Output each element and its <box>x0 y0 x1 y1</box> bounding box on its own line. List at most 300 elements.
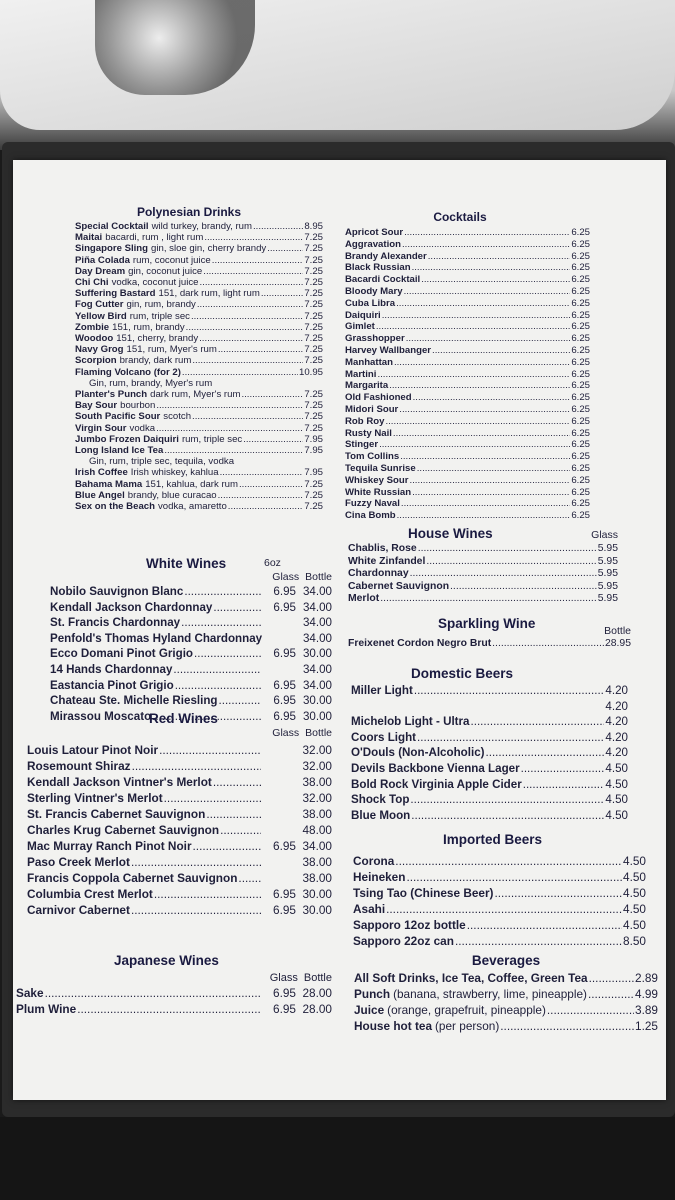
menu-item <box>75 221 323 232</box>
item-description: brandy, blue curacao <box>127 489 217 501</box>
menu-item <box>345 310 590 322</box>
bottle-price: 30.00 <box>302 709 332 723</box>
white-wines-glass-label: Glass <box>272 571 300 583</box>
leader-dots <box>428 251 571 263</box>
imported-list <box>353 853 646 949</box>
menu-item <box>27 822 332 838</box>
item-price: 4.50 <box>605 761 628 775</box>
item-description: vodka <box>129 422 156 434</box>
item-description: (per person) <box>435 1019 500 1033</box>
item-name: Stinger <box>345 439 379 451</box>
menu-item <box>75 423 323 434</box>
leader-dots <box>132 758 261 774</box>
item-price: 4.50 <box>605 793 628 807</box>
menu-item <box>345 274 590 286</box>
item-description: Irish whiskey, kahlua <box>130 467 219 479</box>
menu-item <box>75 445 323 456</box>
leader-dots <box>401 498 570 510</box>
item-price: 10.95 <box>298 366 323 378</box>
menu-item <box>348 593 618 606</box>
leader-dots <box>412 487 570 499</box>
leader-dots <box>253 221 303 232</box>
menu-item <box>345 380 590 392</box>
item-price: 6.25 <box>571 344 590 356</box>
bottle-price: 34.00 <box>302 616 332 630</box>
japanese-wines-list <box>16 985 332 1017</box>
glass-price: 6.95 <box>273 694 296 708</box>
glass-price: 6.95 <box>273 678 296 692</box>
item-name: Shock Top <box>351 793 410 807</box>
leader-dots <box>45 985 261 1001</box>
leader-dots <box>219 693 261 709</box>
item-name: Kendall Jackson Vintner's Merlot <box>27 775 212 789</box>
imported-section <box>353 832 646 949</box>
menu-item <box>353 869 646 885</box>
red-wines-section <box>27 711 332 918</box>
item-name: Maitai <box>75 232 103 244</box>
menu-item <box>27 806 332 822</box>
item-description: 151, rum, brandy <box>112 321 185 333</box>
item-name: Manhattan <box>345 356 393 368</box>
item-name: Louis Latour Pinot Noir <box>27 743 159 757</box>
item-name: Chardonnay <box>348 568 409 580</box>
item-name: Asahi <box>353 902 386 916</box>
leader-dots <box>191 311 303 322</box>
leader-dots <box>396 298 570 310</box>
bottle-price: 30.00 <box>302 903 332 917</box>
bottle-price: 30.00 <box>302 887 332 901</box>
menu-item <box>50 693 332 709</box>
menu-item <box>345 286 590 298</box>
bottle-price: 34.00 <box>302 662 332 676</box>
leader-dots <box>212 255 304 266</box>
item-name: Black Russian <box>345 262 411 274</box>
white-wines-title: White Wines <box>146 556 227 571</box>
item-price: 5.95 <box>597 580 618 592</box>
leader-dots <box>495 885 623 901</box>
leader-dots <box>194 646 261 662</box>
leader-dots <box>159 742 261 758</box>
item-price: 6.25 <box>571 415 590 427</box>
leader-dots <box>547 1002 634 1018</box>
item-name: Nobilo Sauvignon Blanc <box>50 585 184 598</box>
leader-dots <box>175 678 261 694</box>
item-name: St. Francis Cabernet Sauvignon <box>27 807 206 821</box>
item-price: 7.25 <box>304 344 323 356</box>
item-price: 6.25 <box>571 403 590 415</box>
item-price: 7.25 <box>304 355 323 367</box>
menu-item <box>354 1018 658 1034</box>
item-price: 6.25 <box>571 486 590 498</box>
menu-item <box>345 404 590 416</box>
item-name: Blue Moon <box>351 808 411 822</box>
menu-item <box>27 838 332 854</box>
menu-item <box>75 299 323 310</box>
leader-dots <box>404 286 571 298</box>
item-price: 3.89 <box>635 1003 658 1017</box>
menu-item <box>75 333 323 344</box>
leader-dots <box>192 411 303 422</box>
beverages-list <box>354 970 658 1034</box>
bottle-price: 34.00 <box>302 678 332 692</box>
item-name: Martini <box>345 368 377 380</box>
polynesian-title: Polynesian Drinks <box>136 205 242 219</box>
bottle-price: 32.00 <box>302 759 332 773</box>
item-name: Piña Colada <box>75 254 130 266</box>
item-price: 7.25 <box>304 411 323 423</box>
item-name: Coors Light <box>351 730 417 744</box>
menu-item <box>75 255 323 266</box>
item-name: Bahama Mama <box>75 478 143 490</box>
red-wines-list <box>27 742 332 918</box>
item-price: 7.25 <box>304 288 323 300</box>
bottle-price: 28.00 <box>302 1002 332 1016</box>
item-name: Penfold's Thomas Hyland Chardonnay <box>50 631 263 645</box>
menu-item <box>75 288 323 299</box>
bottle-price: 38.00 <box>302 807 332 821</box>
white-wines-size-label: 6oz <box>264 557 281 569</box>
item-name: Plum Wine <box>16 1002 77 1016</box>
leader-dots <box>182 367 298 378</box>
item-name: Gimlet <box>345 321 375 333</box>
item-price: 7.25 <box>304 299 323 311</box>
item-name: Miller Light <box>351 684 413 697</box>
leader-dots <box>184 584 261 600</box>
leader-dots <box>213 600 261 616</box>
item-name: Bloody Mary <box>345 285 403 297</box>
leader-dots <box>432 345 570 357</box>
item-name: Navy Grog <box>75 344 124 356</box>
item-price: 6.25 <box>571 380 590 392</box>
menu-item <box>345 357 590 369</box>
item-name: Francis Coppola Cabernet Sauvignon <box>27 871 238 885</box>
menu-item <box>75 400 323 411</box>
item-name: Cabernet Sauvignon <box>348 580 450 592</box>
item-price: 5.95 <box>597 555 618 567</box>
leader-dots <box>206 806 261 822</box>
polynesian-list <box>75 221 323 512</box>
item-price: 6.25 <box>571 227 590 238</box>
leader-dots <box>267 243 303 254</box>
menu-item <box>75 266 323 277</box>
menu-item <box>345 298 590 310</box>
glass-price: 6.95 <box>273 600 296 614</box>
item-name: Scorpion <box>75 355 117 367</box>
item-price: 28.95 <box>604 638 631 649</box>
item-price: 7.95 <box>304 467 323 479</box>
item-description: 151, dark rum, light rum <box>158 288 260 300</box>
leader-dots <box>410 568 597 581</box>
item-name: Sapporo 12oz bottle <box>353 918 466 932</box>
item-name: Special Cocktail <box>75 221 149 232</box>
polynesian-section <box>75 205 323 512</box>
menu-item <box>353 901 646 917</box>
item-price: 7.25 <box>304 277 323 289</box>
bottle-price: 34.00 <box>302 585 332 598</box>
bottle-price: 34.00 <box>302 600 332 614</box>
item-name: Devils Backbone Vienna Lager <box>351 761 520 775</box>
item-name: St. Francis Chardonnay <box>50 616 181 630</box>
leader-dots <box>382 310 571 322</box>
item-name: Ecco Domani Pinot Grigio <box>50 647 194 661</box>
menu-item <box>50 646 332 662</box>
leader-dots <box>406 869 622 885</box>
item-name: Rob Roy <box>345 415 385 427</box>
item-description: 151, rum, Myer's rum <box>126 344 217 356</box>
menu-item <box>75 367 323 378</box>
menu-item <box>345 487 590 499</box>
menu-item <box>27 854 332 870</box>
beverages-title: Beverages <box>471 953 541 968</box>
leader-dots <box>377 369 570 381</box>
house-wines-list <box>348 543 618 606</box>
domestic-section <box>351 666 628 823</box>
leader-dots <box>492 638 604 651</box>
item-name: White Russian <box>345 486 412 498</box>
item-price: 4.50 <box>605 808 628 822</box>
item-name: Fog Cutter <box>75 299 124 311</box>
menu-item <box>27 902 332 918</box>
item-name: Heineken <box>353 870 406 884</box>
leader-dots <box>589 970 634 986</box>
leader-dots <box>450 581 597 594</box>
leader-dots <box>192 355 303 366</box>
bottle-price: 34.00 <box>302 839 332 853</box>
item-name: Cuba Libra <box>345 297 396 309</box>
item-name: Chateau Ste. Michelle Riesling <box>50 694 218 708</box>
leader-dots <box>200 277 304 288</box>
menu-item <box>75 243 323 254</box>
menu-item <box>75 355 323 366</box>
leader-dots <box>409 475 570 487</box>
leader-dots <box>399 404 570 416</box>
item-name: Bay Sour <box>75 400 118 412</box>
leader-dots <box>410 792 604 808</box>
leader-dots <box>204 232 303 243</box>
menu-item <box>351 714 628 730</box>
menu-item <box>345 321 590 333</box>
glass-price: 6.95 <box>273 887 296 901</box>
bottle-price: 48.00 <box>302 823 332 837</box>
bottle-price: 34.00 <box>302 631 332 645</box>
menu-item <box>345 463 590 475</box>
bottle-price: 38.00 <box>302 871 332 885</box>
leader-dots <box>220 822 261 838</box>
item-price: 6.25 <box>571 274 590 286</box>
item-price: 7.25 <box>304 400 323 412</box>
menu-item <box>354 1002 658 1018</box>
sparkling-list <box>348 638 631 651</box>
menu-page <box>13 160 666 1100</box>
white-wines-list <box>50 584 332 724</box>
item-name: Suffering Bastard <box>75 288 156 300</box>
item-price: 7.25 <box>304 501 323 513</box>
item-name: Bacardi Cocktail <box>345 274 421 286</box>
imported-title: Imported Beers <box>443 832 543 847</box>
leader-dots <box>402 239 570 251</box>
menu-item <box>75 322 323 333</box>
item-price: 5.95 <box>597 593 618 605</box>
menu-item <box>16 1001 332 1017</box>
menu-item <box>348 543 618 556</box>
item-name: Daiquiri <box>345 309 381 321</box>
item-price: 7.25 <box>304 321 323 333</box>
item-price: 6.25 <box>571 262 590 274</box>
leader-dots <box>393 428 570 440</box>
menu-item <box>345 498 590 510</box>
menu-item <box>345 451 590 463</box>
menu-item <box>353 917 646 933</box>
leader-dots <box>426 556 596 569</box>
glass-price: 6.95 <box>273 903 296 917</box>
leader-dots <box>213 774 261 790</box>
item-description: wild turkey, brandy, rum <box>151 221 253 232</box>
item-name: White Zinfandel <box>348 555 426 567</box>
menu-item <box>348 581 618 594</box>
item-name: Blue Angel <box>75 489 125 501</box>
item-name: Jumbo Frozen Daiquiri <box>75 433 179 445</box>
menu-item <box>345 428 590 440</box>
item-price: 4.50 <box>623 854 646 868</box>
item-price: 6.25 <box>571 474 590 486</box>
item-description: bacardi, rum , light rum <box>105 232 204 244</box>
item-price: 7.25 <box>304 254 323 266</box>
item-description: (banana, strawberry, lime, pineapple) <box>393 987 587 1001</box>
menu-item <box>345 227 590 239</box>
leader-dots <box>471 714 605 730</box>
item-name: Juice <box>354 1003 385 1017</box>
leader-dots <box>228 501 304 512</box>
item-price: 6.25 <box>571 392 590 404</box>
menu-item <box>351 730 628 746</box>
item-description: rum, triple sec <box>129 310 190 322</box>
cocktails-list <box>345 227 590 522</box>
item-price: 4.20 <box>605 746 628 760</box>
item-price: 4.20 <box>605 730 628 744</box>
leader-dots <box>521 761 605 777</box>
glass-price: 6.95 <box>273 647 296 661</box>
item-name: Carnivor Cabernet <box>27 903 130 917</box>
menu-item <box>351 808 628 824</box>
leader-dots <box>164 790 261 806</box>
white-wines-section <box>50 556 332 724</box>
bottle-price: 30.00 <box>302 694 332 708</box>
item-price: 6.25 <box>571 498 590 510</box>
leader-dots <box>156 400 303 411</box>
item-name: Mac Murray Ranch Pinot Noir <box>27 839 192 853</box>
item-price: 6.25 <box>571 297 590 309</box>
item-name: Flaming Volcano (for 2) <box>75 366 181 378</box>
item-name: Bold Rock Virginia Apple Cider <box>351 777 522 791</box>
glass-price: 6.95 <box>273 1002 296 1016</box>
cocktails-section <box>345 210 590 522</box>
menu-item <box>354 986 658 1002</box>
item-price: 6.25 <box>571 285 590 297</box>
leader-dots <box>261 288 304 299</box>
menu-item <box>50 615 332 631</box>
leader-dots <box>376 321 570 333</box>
item-name: Corona <box>353 854 395 868</box>
item-price: 4.50 <box>623 902 646 916</box>
leader-dots <box>397 510 571 522</box>
menu-item <box>348 556 618 569</box>
item-price: 4.20 <box>605 684 628 697</box>
menu-item <box>50 678 332 694</box>
item-name: Tom Collins <box>345 451 400 463</box>
item-subdescription: Gin, rum, triple sec, tequila, vodka <box>89 456 235 468</box>
leader-dots <box>389 380 570 392</box>
glass-price: 6.95 <box>273 585 296 598</box>
item-price: 7.25 <box>304 422 323 434</box>
item-name: Fuzzy Naval <box>345 498 400 510</box>
item-name: Mirassou Moscato <box>50 709 152 723</box>
item-price: 6.25 <box>571 451 590 463</box>
bottle-price: 38.00 <box>302 855 332 869</box>
leader-dots <box>523 777 605 793</box>
leader-dots <box>238 870 261 886</box>
item-price: 7.95 <box>304 445 323 457</box>
menu-item <box>27 790 332 806</box>
item-name: Paso Creek Merlot <box>27 855 130 869</box>
item-description: gin, coconut juice <box>128 265 203 277</box>
bottle-price: 28.00 <box>302 986 332 1000</box>
item-name: House hot tea <box>354 1019 432 1033</box>
menu-item <box>27 742 332 758</box>
item-price: 7.95 <box>304 433 323 445</box>
bottle-price: 38.00 <box>302 775 332 789</box>
japanese-wines-title: Japanese Wines <box>114 953 219 968</box>
leader-dots <box>239 479 303 490</box>
item-price: 7.25 <box>304 265 323 277</box>
item-name: Punch <box>354 987 391 1001</box>
item-price: 7.25 <box>304 478 323 490</box>
domestic-list <box>351 683 628 823</box>
leader-dots <box>181 615 261 631</box>
leader-dots <box>412 262 571 274</box>
item-name: Chablis, Rose <box>348 543 417 554</box>
glass-price: 6.95 <box>273 839 296 853</box>
menu-item <box>345 345 590 357</box>
menu-item <box>50 631 332 647</box>
item-description: vodka, amaretto <box>157 501 227 513</box>
leader-dots <box>411 808 604 824</box>
item-name: Whiskey Sour <box>345 474 409 486</box>
item-description: 151, kahlua, dark rum <box>145 478 238 490</box>
leader-dots <box>413 392 571 404</box>
domestic-title: Domestic Beers <box>411 666 514 681</box>
item-name: Columbia Crest Merlot <box>27 887 153 901</box>
menu-item <box>75 490 323 501</box>
house-wines-title: House Wines <box>408 526 493 541</box>
bottle-price: 32.00 <box>302 791 332 805</box>
item-price: 4.50 <box>623 870 646 884</box>
item-name: Woodoo <box>75 333 114 345</box>
item-price: 6.25 <box>571 427 590 439</box>
menu-item <box>351 777 628 793</box>
leader-dots <box>380 593 597 606</box>
leader-dots <box>394 357 570 369</box>
item-price: 4.20 <box>605 699 628 713</box>
menu-item <box>345 262 590 274</box>
leader-dots <box>400 451 570 463</box>
item-price: 7.25 <box>304 333 323 345</box>
item-description: brandy, dark rum <box>119 355 192 367</box>
item-price: 6.25 <box>571 462 590 474</box>
menu-item <box>75 232 323 243</box>
item-name: Eastancia Pinot Grigio <box>50 678 174 692</box>
bottle-price: 32.00 <box>302 743 332 757</box>
japanese-wines-section <box>16 953 332 1017</box>
